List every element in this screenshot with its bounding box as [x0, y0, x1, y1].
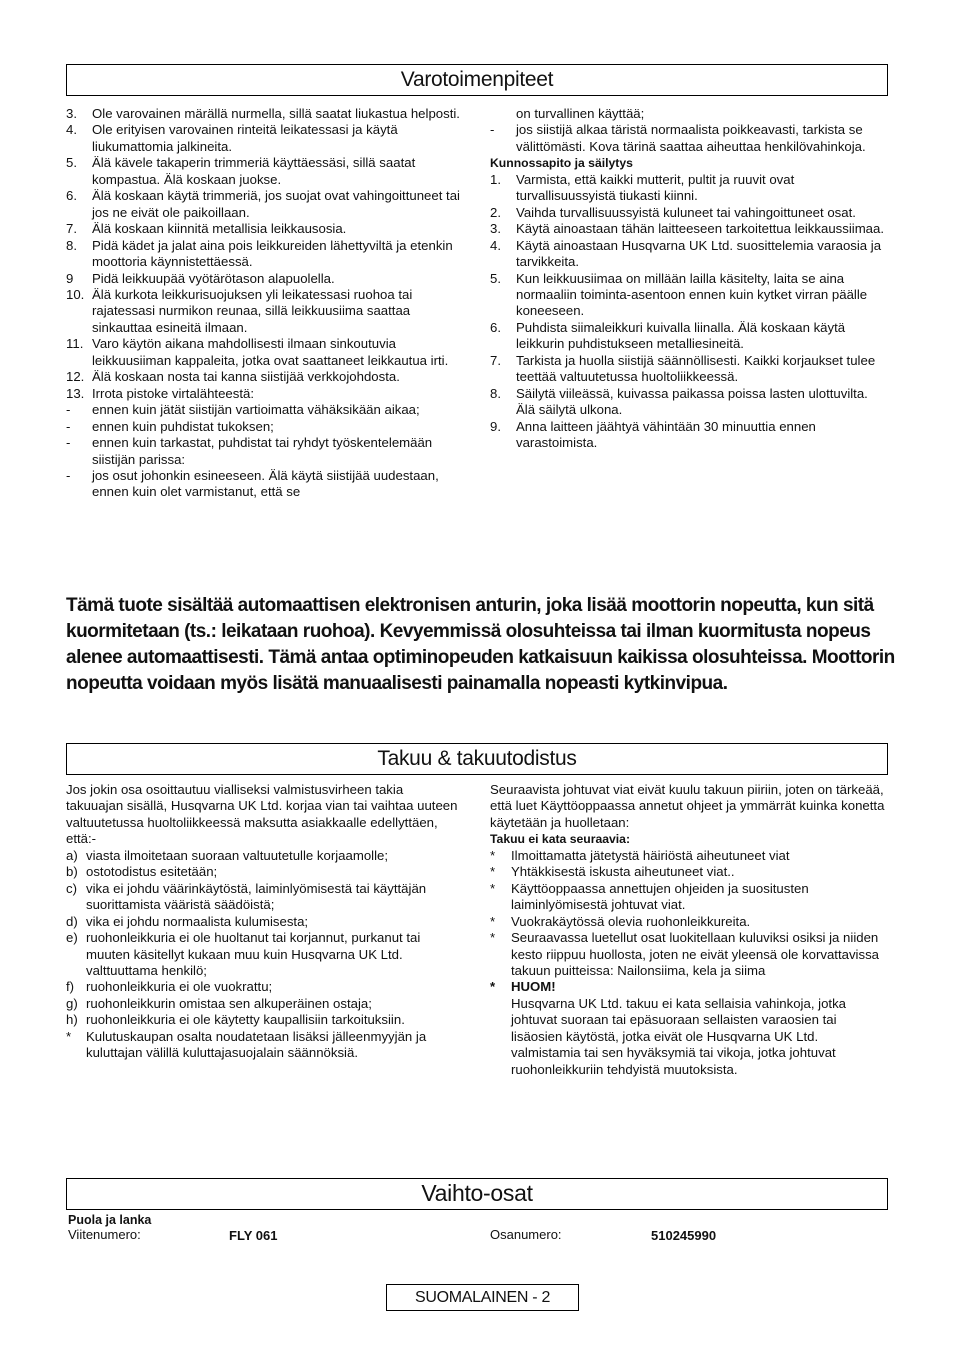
- note-text: Husqvarna UK Ltd. takuu ei kata sellaisia vahinkoja, jotka johtuvat suoraan tai epäsuoraan sellaisten varaosien tai lisäosien käytöstä, jotka eivät ole Husqvarna UK Ltd. valmistamia tai sen hyväksymiä tai vikoja, jotka johtuvat ruohonleikkuriin tehdyistä muutoksista.: [511, 995, 846, 1077]
- warranty-condition-item-marker: c): [66, 880, 77, 896]
- not-covered-item-text: Ilmoittamatta jätetystä häiriöstä aiheutuneet viat: [511, 847, 790, 863]
- not-covered-item: [490, 881, 888, 914]
- warranty-condition-item-text: ruohonleikkuria ei ole huoltanut tai korjannut, purkanut tai muuten käsitellyt kukaan muu kuin Husqvarna UK Ltd. valttuuttama henkilö;: [86, 930, 421, 978]
- precaution-item-text: Varo käytön aikana mahdollisesti ilmaan sinkoutuvia leikkuusiiman kappaleita, jotka ovat saattaneet leikkautua irti.: [92, 336, 449, 368]
- warranty-condition-item-marker: f): [66, 979, 75, 995]
- part-number-label: Osanumero:: [490, 1227, 562, 1242]
- warranty-condition-item-marker: d): [66, 913, 78, 929]
- parts-title: Vaihto-osat: [66, 1178, 888, 1210]
- maintenance-item-marker: 3.: [490, 221, 501, 237]
- warranty-condition-item-text: vika ei johdu väärinkäytöstä, laiminlyömisestä tai käyttäjän suorittamista vääristä säädöistä;: [86, 880, 427, 913]
- not-covered-item-marker: *: [490, 864, 496, 880]
- maintenance-item: [490, 419, 888, 452]
- precaution-item-marker: 10.: [66, 286, 85, 302]
- precaution-item: [66, 336, 461, 369]
- precaution-item-text: ennen kuin puhdistat tukoksen;: [92, 418, 274, 434]
- precaution-item: [66, 287, 461, 336]
- precaution-item: [66, 221, 461, 237]
- warranty-condition-item-marker: g): [66, 995, 78, 1011]
- page-footer: SUOMALAINEN - 2: [386, 1284, 579, 1311]
- precaution-item: [66, 122, 461, 155]
- precaution-item-text: Älä kävele takaperin trimmeriä käyttäessäsi, sillä saatat kompastua. Älä koskaan juokse.: [92, 155, 416, 187]
- not-covered-item: [490, 914, 888, 930]
- precaution-item-marker: -: [490, 122, 495, 138]
- not-covered-item-marker: *: [490, 913, 496, 929]
- maintenance-item-marker: 6.: [490, 319, 501, 335]
- precaution-item: [66, 386, 461, 402]
- maintenance-item: [490, 221, 888, 237]
- maintenance-item-marker: 7.: [490, 352, 501, 368]
- not-covered-item-marker: *: [490, 930, 496, 946]
- precaution-item-marker: 5.: [66, 155, 77, 171]
- warranty-intro: Jos jokin osa osoittautuu vialliseksi valmistusvirheen takia takuuajan sisällä, Husqvarna UK Ltd. korjaa vian tai vaihtaa uuteen valtuutetussa huoltoliikkeessä maksutta asiakkaalle edellyttäen, että:-: [66, 782, 458, 847]
- precaution-item: [490, 106, 888, 122]
- precaution-item: [66, 369, 461, 385]
- warranty-right-column: [490, 782, 888, 1078]
- precaution-item-marker: 3.: [66, 106, 77, 121]
- warranty-condition-item-text: ruohonleikkuria ei ole käytetty kaupallisiin tarkoituksiin.: [86, 1012, 405, 1028]
- precaution-item-text: Älä kurkota leikkurisuojuksen yli leikatessasi ruohoa tai rajatessasi nurmikon reunaa, sillä leikkuusiima saattaa sinkauttaa esineitä ilmaan.: [92, 286, 413, 335]
- precaution-item-marker: [490, 106, 516, 122]
- precaution-item-text: jos osut johonkin esineeseen. Älä käytä siistijää uudestaan, ennen kuin olet varmistanut, että se: [92, 467, 439, 500]
- not-covered-item-text: Yhtäkkisestä iskusta aiheutuneet viat..: [511, 864, 735, 880]
- maintenance-item: [490, 205, 888, 221]
- precaution-item: [66, 106, 461, 122]
- warranty-condition-item: [66, 930, 464, 979]
- warranty-condition-item-marker: a): [66, 847, 78, 863]
- maintenance-item-text: Tarkista ja huolla siistijä säännöllisesti. Kaikki korjaukset tulee teettää valtuutetussa huoltoliikkeessä.: [516, 352, 876, 385]
- maintenance-item-marker: 8.: [490, 385, 501, 401]
- precaution-item-marker: -: [66, 418, 71, 434]
- maintenance-item-text: Vaihda turvallisuussyistä kuluneet tai vahingoittuneet osat.: [516, 204, 856, 220]
- warranty-condition-item: [66, 864, 464, 880]
- not-covered-item: [490, 864, 888, 880]
- precaution-item-marker: -: [66, 435, 71, 451]
- precaution-item-text: Pidä leikkuupää vyötärötason alapuolella.: [92, 270, 335, 286]
- precaution-item-text: Ole varovainen märällä nurmella, sillä saatat liukastua helposti.: [92, 106, 460, 121]
- warranty-condition-item-text: ruohonleikkurin omistaa sen alkuperäinen ostaja;: [86, 995, 372, 1011]
- precaution-item-text: Älä koskaan kiinnitä metallisia leikkausosia.: [92, 221, 347, 237]
- maintenance-item-text: Anna laitteen jäähtyä vähintään 30 minuuttia ennen varastoimista.: [516, 418, 816, 451]
- precaution-item-marker: -: [66, 402, 71, 418]
- precaution-item-marker: 9: [66, 270, 74, 286]
- maintenance-item: [490, 353, 888, 386]
- reference-number-label: Viitenumero:: [68, 1227, 141, 1242]
- maintenance-item-marker: 2.: [490, 204, 501, 220]
- precaution-item-text: ennen kuin tarkastat, puhdistat tai ryhdyt työskentelemään siistijän parissa:: [92, 435, 433, 467]
- precaution-item-marker: 4.: [66, 122, 77, 138]
- precaution-item: [66, 155, 461, 188]
- warranty-condition-item: [66, 914, 464, 930]
- precaution-item: [66, 468, 461, 501]
- precaution-item-text: Älä koskaan käytä trimmeriä, jos suojat ovat vahingoittuneet tai jos ne eivät ole paikoillaan.: [92, 188, 460, 220]
- parts-heading: Puola ja lanka: [68, 1213, 152, 1227]
- maintenance-item-text: Varmista, että kaikki mutterit, pultit ja ruuvit ovat turvallisuussyistä tiukasti kiinni.: [516, 171, 795, 204]
- note-label: HUOM!: [511, 979, 556, 995]
- maintenance-item-text: Käytä ainoastaan tähän laitteeseen tarkoitettua leikkaussiimaa.: [516, 221, 885, 237]
- precaution-item-marker: 12.: [66, 369, 85, 385]
- not-covered-heading: Takuu ei kata seuraavia:: [490, 832, 631, 847]
- warranty-condition-item: [66, 881, 464, 914]
- maintenance-item-text: Puhdista siimaleikkuri kuivalla liinalla. Älä koskaan käytä leikkurin puhdistukseen metalliesineitä.: [516, 319, 846, 352]
- precaution-item-marker: 11.: [66, 336, 84, 352]
- precaution-item: [66, 188, 461, 221]
- maintenance-item: [490, 320, 888, 353]
- maintenance-item-marker: 1.: [490, 171, 501, 187]
- maintenance-item-text: Käytä ainoastaan Husqvarna UK Ltd. suosittelemia varaosia ja tarvikkeita.: [516, 237, 882, 270]
- warranty-condition-item-text: ruohonleikkuria ei ole vuokrattu;: [86, 979, 273, 995]
- precaution-item: [66, 271, 461, 287]
- precautions-left-column: [66, 106, 461, 501]
- precautions-right-column: [490, 106, 888, 452]
- precautions-title: Varotoimenpiteet: [66, 64, 888, 96]
- warranty-condition-item-marker: b): [66, 864, 78, 880]
- precaution-item-marker: 8.: [66, 237, 77, 253]
- reference-number-value: FLY 061: [229, 1228, 278, 1243]
- maintenance-item: [490, 238, 888, 271]
- warranty-condition-item: [66, 1029, 464, 1062]
- maintenance-item-text: Säilytä viileässä, kuivassa paikassa poissa lasten ulottuvilta. Älä säilytä ulkona.: [516, 385, 868, 418]
- precaution-item: [66, 419, 461, 435]
- note-item: [490, 979, 888, 1078]
- precaution-item: [66, 402, 461, 418]
- not-covered-item-text: Seuraavassa luetellut osat luokitellaan kuluviksi osiksi ja niiden kesto riippuu huollosta, joten ne eivät yleensä ole korvattavissa takuun puitteissa: Nailonsiima, kela ja siima: [511, 930, 880, 978]
- precaution-item-text: Ole erityisen varovainen rinteitä leikatessasi ja käytä liukumattomia jalkineita.: [92, 122, 398, 154]
- precaution-item: [66, 238, 461, 271]
- precaution-item-text: jos siistijä alkaa täristä normaalista poikkeavasti, tarkista se välittömästi. Kova tärinä saattaa aiheuttaa henkilövahinkoja.: [516, 122, 866, 154]
- warranty-title: Takuu & takuutodistus: [66, 743, 888, 775]
- warranty-condition-item: [66, 1012, 464, 1028]
- not-covered-item-marker: *: [490, 880, 496, 896]
- note-marker: *: [490, 979, 496, 995]
- warranty-condition-item-text: vika ei johdu normaalista kulumisesta;: [86, 913, 309, 929]
- precaution-item: [66, 435, 461, 468]
- warranty-condition-item: [66, 996, 464, 1012]
- not-covered-item-text: Käyttöoppaassa annettujen ohjeiden ja suositusten laiminlyömisestä johtuvat viat.: [511, 880, 809, 913]
- maintenance-item: [490, 386, 888, 419]
- maintenance-item-text: Kun leikkuusiimaa on millään lailla käsitelty, laita se aina normaaliin toiminta-asentoon ennen kuin kytket virran päälle koneeseen.: [516, 270, 868, 319]
- precaution-item: [490, 122, 888, 155]
- precaution-item-text: Pidä kädet ja jalat aina pois leikkureiden lähettyviltä ja etenkin moottoria käynnistettäessä.: [92, 237, 453, 270]
- not-covered-item: [490, 848, 888, 864]
- warranty-condition-item-marker: e): [66, 930, 78, 946]
- not-covered-item-text: Vuokrakäytössä olevia ruohonleikkureita.: [511, 913, 751, 929]
- maintenance-item-marker: 9.: [490, 418, 501, 434]
- precaution-item-text: on turvallinen käyttää;: [516, 106, 645, 121]
- not-covered-item-marker: *: [490, 847, 496, 863]
- warranty-left-column: [66, 782, 464, 1062]
- warranty-exclusions-intro: Seuraavista johtuvat viat eivät kuulu takuun piiriin, joten on tärkeää, että luet Käyttöoppaassa annetut ohjeet ja ymmärrät kuinka konetta käytetään ja huolletaan:: [490, 782, 885, 830]
- precaution-item-text: Irrota pistoke virtalähteestä:: [92, 385, 254, 401]
- warranty-condition-item: [66, 979, 464, 995]
- sensor-intro-paragraph: Tämä tuote sisältää automaattisen elektronisen anturin, joka lisää moottorin nopeutta, kun sitä kuormitetaan (ts.: leikataan ruohoa). Kevyemmissä olosuhteissa tai ilman kuormitusta nopeus alenee automaattisesti. Tämä antaa optiminopeuden katkaisuun kaikissa olosuhteissa. Moottorin nopeutta voidaan myös lisätä manuaalisesti painamalla nopeasti kytkinvipua.: [66, 595, 895, 694]
- precaution-item-marker: 6.: [66, 188, 77, 204]
- warranty-condition-item-marker: h): [66, 1012, 78, 1028]
- warranty-condition-item: [66, 848, 464, 864]
- warranty-condition-item-text: viasta ilmoitetaan suoraan valtuutetulle korjaamolle;: [86, 847, 389, 863]
- maintenance-item-marker: 5.: [490, 270, 501, 286]
- precaution-item-marker: 7.: [66, 221, 77, 237]
- warranty-condition-item-marker: *: [66, 1028, 72, 1044]
- part-number-value: 510245990: [651, 1228, 717, 1243]
- precaution-item-text: Älä koskaan nosta tai kanna siistijää verkkojohdosta.: [92, 369, 400, 385]
- warranty-condition-item-text: Kulutuskaupan osalta noudatetaan lisäksi jälleenmyyjän ja kuluttajan välillä kuluttajasuojalain säännöksiä.: [86, 1028, 427, 1061]
- precaution-item-marker: 13.: [66, 385, 85, 401]
- maintenance-heading: Kunnossapito ja säilytys: [490, 156, 633, 171]
- maintenance-item: [490, 271, 888, 320]
- precaution-item-marker: -: [66, 467, 71, 483]
- warranty-condition-item-text: ostotodistus esitetään;: [86, 864, 218, 880]
- not-covered-item: [490, 930, 888, 979]
- maintenance-item-marker: 4.: [490, 237, 501, 253]
- precaution-item-text: ennen kuin jätät siistijän vartioimatta vähäksikään aikaa;: [92, 402, 420, 418]
- maintenance-item: [490, 172, 888, 205]
